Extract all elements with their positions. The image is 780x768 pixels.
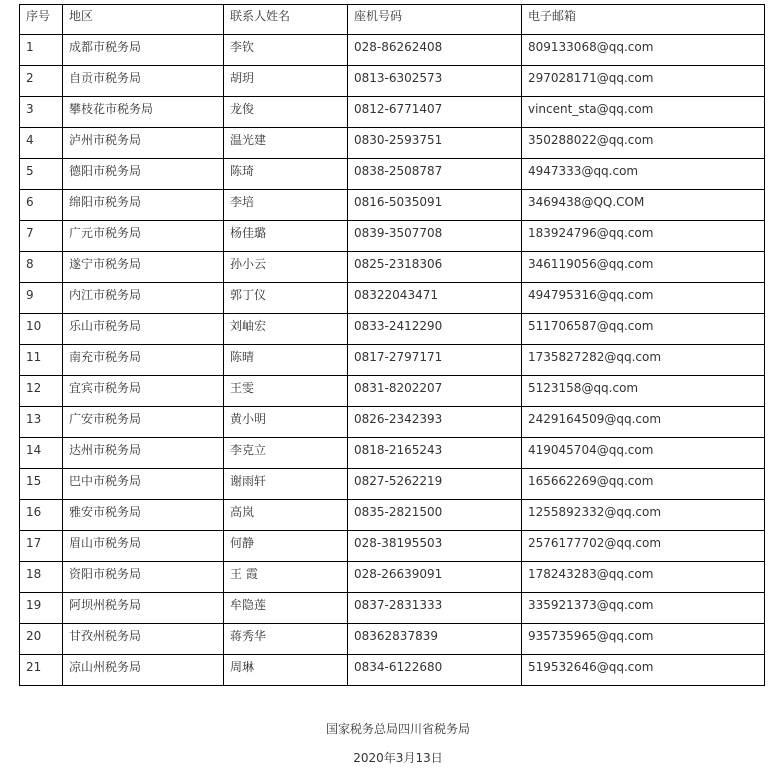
table-row <box>20 35 765 66</box>
cell-contact-name: 周琳 <box>224 655 348 686</box>
cell-index: 20 <box>20 624 63 655</box>
cell-index: 6 <box>20 190 63 221</box>
cell-landline: 028-86262408 <box>348 35 522 66</box>
cell-contact-name: 牟隐莲 <box>224 593 348 624</box>
table-row <box>20 159 765 190</box>
cell-landline: 028-26639091 <box>348 562 522 593</box>
cell-region: 南充市税务局 <box>63 345 224 376</box>
cell-landline: 0816-5035091 <box>348 190 522 221</box>
cell-landline: 028-38195503 <box>348 531 522 562</box>
cell-region: 雅安市税务局 <box>63 500 224 531</box>
cell-index: 18 <box>20 562 63 593</box>
cell-region: 自贡市税务局 <box>63 66 224 97</box>
cell-contact-name: 龙俊 <box>224 97 348 128</box>
cell-email: 2576177702@qq.com <box>522 531 765 562</box>
cell-region: 广安市税务局 <box>63 407 224 438</box>
cell-contact-name: 郭丁仪 <box>224 283 348 314</box>
table-row <box>20 624 765 655</box>
cell-region: 达州市税务局 <box>63 438 224 469</box>
cell-region: 宜宾市税务局 <box>63 376 224 407</box>
cell-landline: 0837-2831333 <box>348 593 522 624</box>
cell-index: 12 <box>20 376 63 407</box>
cell-region: 遂宁市税务局 <box>63 252 224 283</box>
cell-index: 15 <box>20 469 63 500</box>
table-header-row <box>20 5 765 35</box>
cell-region: 阿坝州税务局 <box>63 593 224 624</box>
cell-landline: 0835-2821500 <box>348 500 522 531</box>
table-row <box>20 345 765 376</box>
cell-contact-name: 刘岫宏 <box>224 314 348 345</box>
cell-region: 成都市税务局 <box>63 35 224 66</box>
cell-index: 2 <box>20 66 63 97</box>
cell-index: 7 <box>20 221 63 252</box>
table-row <box>20 128 765 159</box>
table-row <box>20 66 765 97</box>
cell-contact-name: 蒋秀华 <box>224 624 348 655</box>
cell-region: 资阳市税务局 <box>63 562 224 593</box>
cell-email: 519532646@qq.com <box>522 655 765 686</box>
cell-index: 4 <box>20 128 63 159</box>
cell-email: 165662269@qq.com <box>522 469 765 500</box>
cell-index: 1 <box>20 35 63 66</box>
cell-contact-name: 陈晴 <box>224 345 348 376</box>
cell-landline: 0831-8202207 <box>348 376 522 407</box>
cell-index: 19 <box>20 593 63 624</box>
table-row <box>20 190 765 221</box>
cell-index: 3 <box>20 97 63 128</box>
cell-email: 935735965@qq.com <box>522 624 765 655</box>
cell-landline: 08362837839 <box>348 624 522 655</box>
cell-contact-name: 温光建 <box>224 128 348 159</box>
cell-email: 494795316@qq.com <box>522 283 765 314</box>
cell-index: 8 <box>20 252 63 283</box>
cell-email: 5123158@qq.com <box>522 376 765 407</box>
cell-contact-name: 杨佳璐 <box>224 221 348 252</box>
contact-table <box>19 4 765 686</box>
cell-landline: 08322043471 <box>348 283 522 314</box>
cell-landline: 0833-2412290 <box>348 314 522 345</box>
cell-contact-name: 李克立 <box>224 438 348 469</box>
cell-contact-name: 高岚 <box>224 500 348 531</box>
cell-region: 内江市税务局 <box>63 283 224 314</box>
cell-contact-name: 何静 <box>224 531 348 562</box>
cell-email: 183924796@qq.com <box>522 221 765 252</box>
table-row <box>20 655 765 686</box>
table-row <box>20 376 765 407</box>
cell-landline: 0813-6302573 <box>348 66 522 97</box>
cell-region: 凉山州税务局 <box>63 655 224 686</box>
cell-landline: 0834-6122680 <box>348 655 522 686</box>
cell-email: vincent_sta@qq.com <box>522 97 765 128</box>
cell-index: 13 <box>20 407 63 438</box>
cell-landline: 0826-2342393 <box>348 407 522 438</box>
cell-email: 1255892332@qq.com <box>522 500 765 531</box>
cell-contact-name: 王雯 <box>224 376 348 407</box>
cell-landline: 0830-2593751 <box>348 128 522 159</box>
cell-contact-name: 李培 <box>224 190 348 221</box>
table-row <box>20 252 765 283</box>
header-index: 序号 <box>20 5 63 35</box>
cell-landline: 0838-2508787 <box>348 159 522 190</box>
table-row <box>20 500 765 531</box>
cell-email: 2429164509@qq.com <box>522 407 765 438</box>
cell-landline: 0817-2797171 <box>348 345 522 376</box>
cell-email: 511706587@qq.com <box>522 314 765 345</box>
cell-contact-name: 王 霞 <box>224 562 348 593</box>
header-landline: 座机号码 <box>348 5 522 35</box>
cell-email: 419045704@qq.com <box>522 438 765 469</box>
cell-email: 1735827282@qq.com <box>522 345 765 376</box>
cell-region: 乐山市税务局 <box>63 314 224 345</box>
cell-region: 泸州市税务局 <box>63 128 224 159</box>
table-row <box>20 314 765 345</box>
table-row <box>20 407 765 438</box>
cell-region: 德阳市税务局 <box>63 159 224 190</box>
cell-region: 广元市税务局 <box>63 221 224 252</box>
cell-landline: 0839-3507708 <box>348 221 522 252</box>
table-row <box>20 283 765 314</box>
cell-landline: 0818-2165243 <box>348 438 522 469</box>
cell-contact-name: 孙小云 <box>224 252 348 283</box>
table-row <box>20 593 765 624</box>
cell-region: 攀枝花市税务局 <box>63 97 224 128</box>
cell-email: 809133068@qq.com <box>522 35 765 66</box>
cell-contact-name: 黄小明 <box>224 407 348 438</box>
header-region: 地区 <box>63 5 224 35</box>
table-row <box>20 97 765 128</box>
cell-index: 14 <box>20 438 63 469</box>
cell-landline: 0827-5262219 <box>348 469 522 500</box>
footer-organization: 国家税务总局四川省税务局 <box>325 722 470 736</box>
header-email: 电子邮箱 <box>522 5 765 35</box>
table-row <box>20 469 765 500</box>
cell-email: 335921373@qq.com <box>522 593 765 624</box>
cell-email: 3469438@QQ.COM <box>522 190 765 221</box>
cell-landline: 0825-2318306 <box>348 252 522 283</box>
table-row <box>20 562 765 593</box>
cell-index: 17 <box>20 531 63 562</box>
cell-region: 甘孜州税务局 <box>63 624 224 655</box>
cell-index: 10 <box>20 314 63 345</box>
cell-email: 4947333@qq.com <box>522 159 765 190</box>
cell-landline: 0812-6771407 <box>348 97 522 128</box>
cell-contact-name: 胡玥 <box>224 66 348 97</box>
cell-email: 297028171@qq.com <box>522 66 765 97</box>
table-row <box>20 531 765 562</box>
header-contact-name: 联系人姓名 <box>224 5 348 35</box>
cell-email: 178243283@qq.com <box>522 562 765 593</box>
cell-email: 346119056@qq.com <box>522 252 765 283</box>
cell-index: 16 <box>20 500 63 531</box>
cell-index: 9 <box>20 283 63 314</box>
cell-contact-name: 谢雨轩 <box>224 469 348 500</box>
cell-index: 11 <box>20 345 63 376</box>
footer-date: 2020年3月13日 <box>353 751 443 765</box>
table-row <box>20 221 765 252</box>
cell-index: 5 <box>20 159 63 190</box>
cell-region: 眉山市税务局 <box>63 531 224 562</box>
cell-region: 巴中市税务局 <box>63 469 224 500</box>
cell-index: 21 <box>20 655 63 686</box>
cell-contact-name: 陈琦 <box>224 159 348 190</box>
cell-contact-name: 李钦 <box>224 35 348 66</box>
table-row <box>20 438 765 469</box>
cell-email: 350288022@qq.com <box>522 128 765 159</box>
cell-region: 绵阳市税务局 <box>63 190 224 221</box>
